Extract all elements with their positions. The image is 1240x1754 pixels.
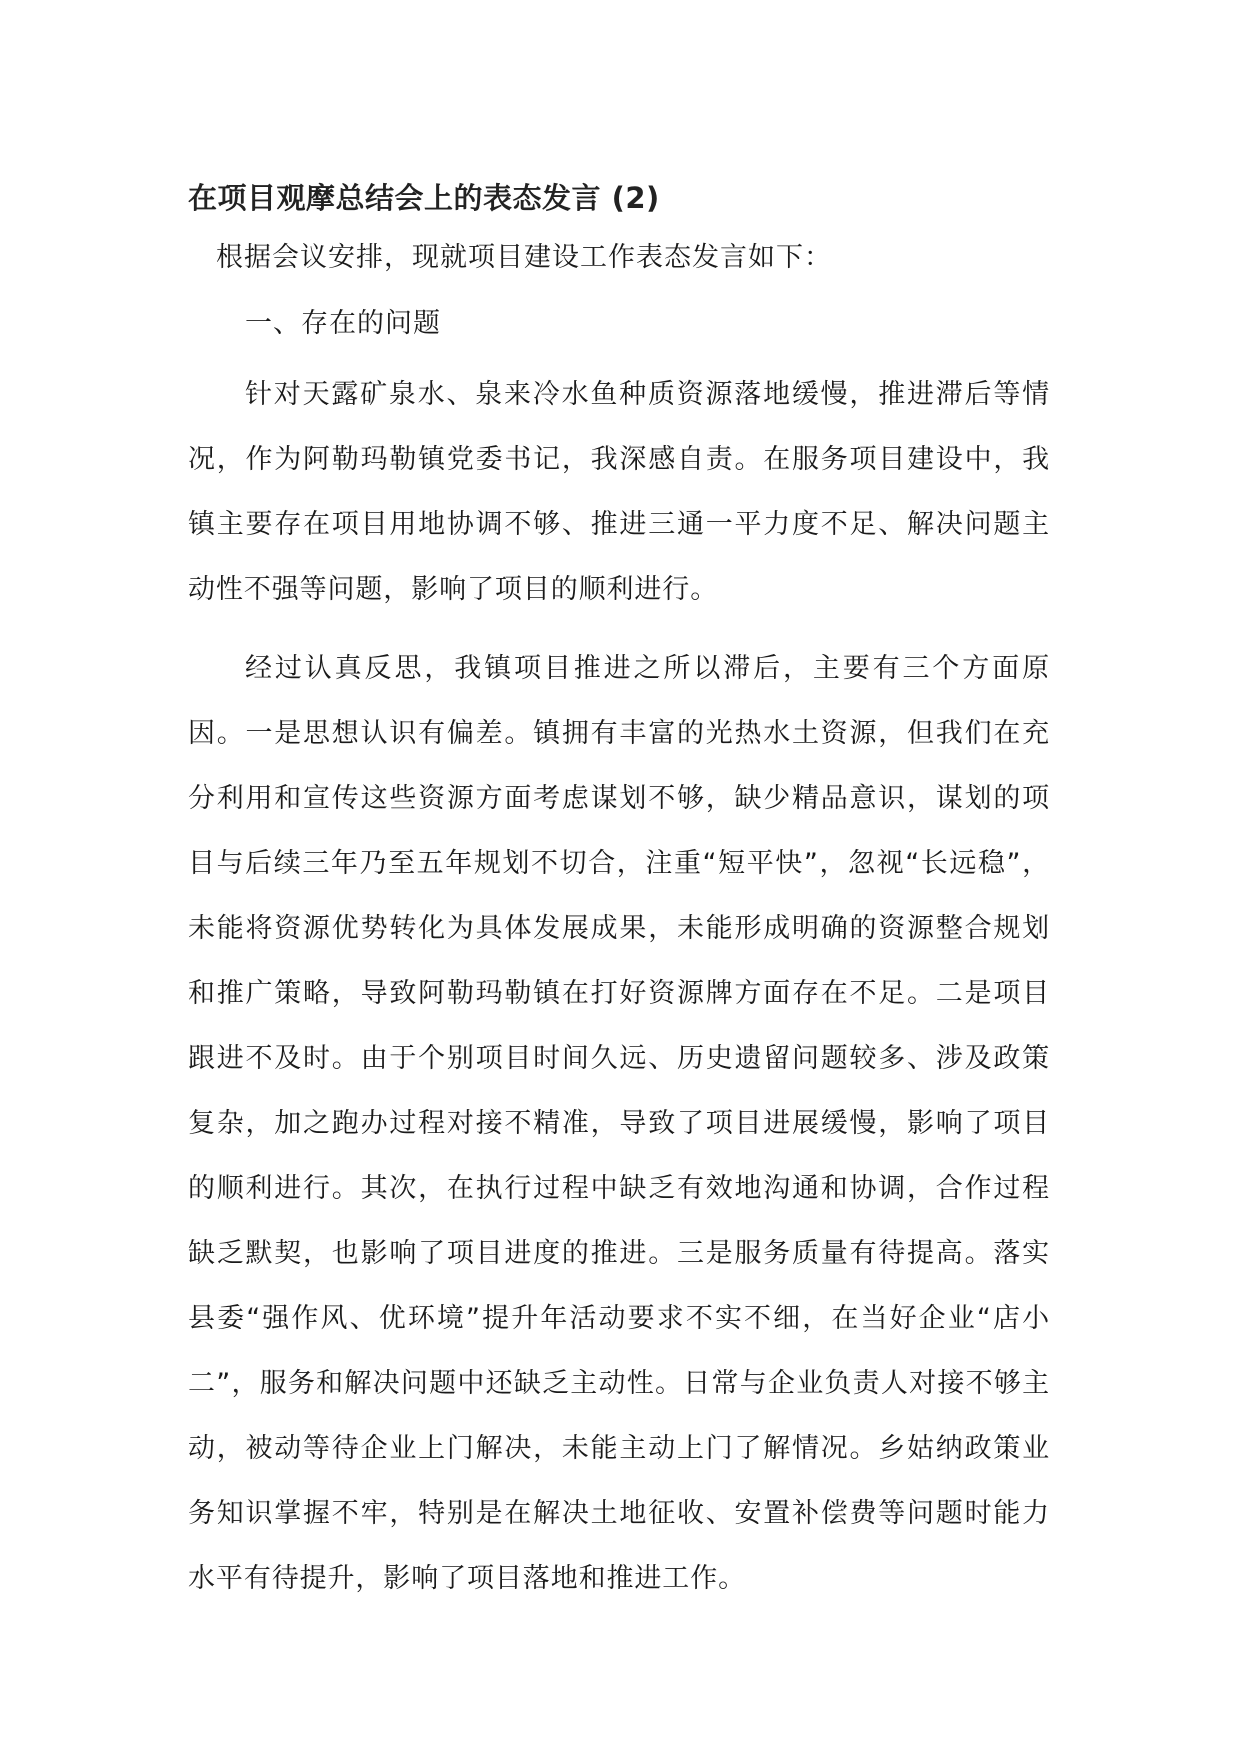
section-heading: 一、存在的问题: [245, 308, 441, 339]
body-paragraph-1: 针对天露矿泉水、泉来冷水鱼种质资源落地缓慢，推进滞后等情况，作为阿勒玛勒镇党委书记，我深感自责。在服务项目建设中，我镇主要存在项目用地协调不够、推进三通一平力度不足、解决问题主动性不强等问题，影响了项目的顺利进行。: [188, 379, 1050, 605]
document-title: 在项目观摩总结会上的表态发言 (2): [188, 181, 660, 215]
document-body: [188, 172, 1050, 1611]
intro-paragraph: 根据会议安排，现就项目建设工作表态发言如下：: [216, 242, 832, 273]
body-paragraph-2: 经过认真反思，我镇项目推进之所以滞后，主要有三个方面原因。一是思想认识有偏差。镇拥有丰富的光热水土资源，但我们在充分利用和宣传这些资源方面考虑谋划不够，缺少精品意识，谋划的项目与后续三年乃至五年规划不切合，注重“短平快”，忽视“长远稳”，未能将资源优势转化为具体发展成果，未能形成明确的资源整合规划和推广策略，导致阿勒玛勒镇在打好资源牌方面存在不足。二是项目跟进不及时。由于个别项目时间久远、历史遗留问题较多、涉及政策复杂，加之跑办过程对接不精准，导致了项目进展缓慢，影响了项目的顺利进行。其次，在执行过程中缺乏有效地沟通和协调，合作过程缺乏默契，也影响了项目进度的推进。三是服务质量有待提高。落实县委“强作风、优环境”提升年活动要求不实不细，在当好企业“店小二”，服务和解决问题中还缺乏主动性。日常与企业负责人对接不够主动，被动等待企业上门解决，未能主动上门了解情况。乡姑纳政策业务知识掌握不牢，特别是在解决土地征收、安置补偿费等问题时能力水平有待提升，影响了项目落地和推进工作。: [188, 653, 1050, 1594]
